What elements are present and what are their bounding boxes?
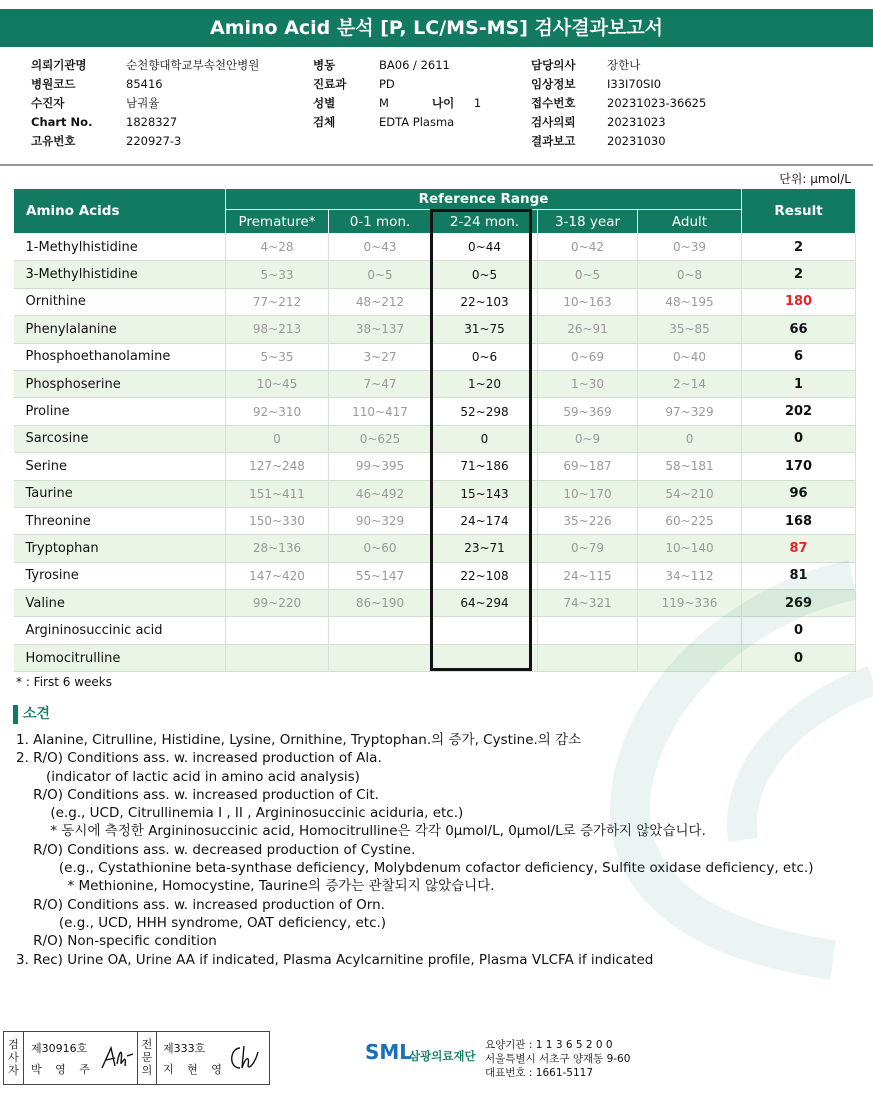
reference-range-cell: 10~140 (638, 535, 742, 562)
info-value: 85416 (126, 77, 163, 91)
reference-range-cell (226, 644, 329, 671)
info-label: 병원코드 (31, 77, 76, 91)
info-label: 결과보고 (531, 134, 576, 148)
reference-range-cell: 4~28 (226, 234, 329, 261)
finding-line: 1. Alanine, Citrulline, Histidine, Lysine, Ornithine, Tryptophan.의 증가, Cystine.의 감소 (16, 732, 582, 748)
info-row (531, 132, 706, 151)
info-value: 20231023 (607, 115, 666, 129)
info-value: 1828327 (126, 115, 178, 129)
reference-range-cell: 147~420 (226, 562, 329, 589)
amino-acid-name: Serine (14, 453, 226, 480)
info-label: 성별 (313, 96, 336, 110)
result-cell: 0 (742, 425, 856, 452)
info-row (531, 94, 706, 113)
table-row (14, 370, 856, 397)
amino-acid-name: Threonine (14, 507, 226, 534)
vertical-label: 전 문 의 (141, 1038, 153, 1077)
vertical-label: 검 사 자 (8, 1038, 19, 1077)
reference-range-cell: 54~210 (638, 480, 742, 507)
finding-line: * Methionine, Homocystine, Taurine의 증가는 관찰되지 않았습니다. (16, 878, 495, 895)
info-row (531, 56, 706, 75)
amino-acid-name: Phosphoserine (14, 370, 226, 397)
info-label: 의뢰기관명 (31, 58, 87, 72)
info-label: 진료과 (313, 77, 347, 91)
age-label: 나이 (432, 96, 455, 110)
amino-acid-name: Homocitrulline (14, 644, 226, 671)
reference-range-cell: 0~5 (538, 261, 638, 288)
reference-range-cell: 92~310 (226, 398, 329, 425)
reference-range-cell: 10~45 (226, 370, 329, 397)
info-column-3 (531, 56, 706, 151)
reference-range-cell (432, 644, 538, 671)
reference-range-cell (329, 617, 432, 644)
reference-range-cell: 5~35 (226, 343, 329, 370)
finding-line: R/O) Conditions ass. w. decreased production of Cystine. (16, 841, 416, 858)
reference-range-cell: 55~147 (329, 562, 432, 589)
reference-range-cell: 52~298 (432, 398, 538, 425)
reference-range-cell: 0~9 (538, 425, 638, 452)
reference-range-cell: 86~190 (329, 590, 432, 617)
reference-range-cell: 119~336 (638, 590, 742, 617)
info-row (31, 94, 259, 113)
reference-range-cell (329, 644, 432, 671)
reference-range-cell: 35~226 (538, 507, 638, 534)
reference-range-cell: 0~6 (432, 343, 538, 370)
reference-range-cell: 69~187 (538, 453, 638, 480)
table-row (14, 261, 856, 288)
result-cell: 269 (742, 590, 856, 617)
reference-range-cell: 0~40 (638, 343, 742, 370)
info-value: 20231023-36625 (607, 96, 707, 110)
info-row (31, 113, 259, 132)
info-row (313, 113, 454, 132)
reference-range-cell (226, 617, 329, 644)
finding-line: 2. R/O) Conditions ass. w. increased production of Ala. (16, 750, 382, 767)
finding-line: (e.g., UCD, HHH syndrome, OAT deficiency, etc.) (16, 914, 387, 931)
finding-line: * 동시에 측정한 Argininosuccinic acid, Homocitrulline은 각각 0μmol/L, 0μmol/L로 증가하지 않았습니다. (16, 823, 706, 840)
table-row (14, 288, 856, 315)
info-row (531, 75, 706, 94)
info-value: I33I70SI0 (607, 77, 662, 91)
result-cell: 66 (742, 316, 856, 343)
reference-range-cell: 22~103 (432, 288, 538, 315)
result-cell: 96 (742, 480, 856, 507)
reference-range-cell: 0~44 (432, 234, 538, 261)
info-row (313, 75, 454, 94)
result-cell: 6 (742, 343, 856, 370)
reference-range-cell: 46~492 (329, 480, 432, 507)
logo-mark: SML (365, 1040, 413, 1064)
reference-range-cell: 38~137 (329, 316, 432, 343)
result-cell: 81 (742, 562, 856, 589)
info-value: 남궈율 (126, 96, 160, 110)
reference-range-cell: 0~69 (538, 343, 638, 370)
reference-range-cell: 0 (638, 425, 742, 452)
table-row (14, 453, 856, 480)
finding-line: R/O) Conditions ass. w. increased production of Orn. (16, 896, 385, 913)
info-label: 임상정보 (531, 77, 576, 91)
reference-range-cell: 151~411 (226, 480, 329, 507)
info-column-1 (31, 56, 259, 151)
amino-acid-name: Tryptophan (14, 535, 226, 562)
result-cell: 0 (742, 617, 856, 644)
subheader-2: 2-24 mon. (432, 210, 538, 234)
reference-range-cell (432, 617, 538, 644)
logo-name: 삼광의료재단 (409, 1049, 476, 1063)
result-cell: 2 (742, 234, 856, 261)
info-value: 20231030 (607, 134, 666, 148)
finding-line: 3. Rec) Urine OA, Urine AA if indicated, Plasma Acylcarnitine profile, Plasma VLCFA if indicated (16, 951, 654, 968)
result-cell: 87 (742, 535, 856, 562)
reference-range-cell: 58~181 (638, 453, 742, 480)
result-cell: 168 (742, 507, 856, 534)
org-code: 요양기관 : 1 1 3 6 5 2 0 0 (485, 1039, 613, 1051)
table-row (14, 480, 856, 507)
table-row (14, 507, 856, 534)
age-field (432, 94, 481, 113)
reference-range-cell: 7~47 (329, 370, 432, 397)
subheader-3: 3-18 year (538, 210, 638, 234)
info-row (31, 132, 259, 151)
organization-info (485, 1038, 630, 1080)
reference-range-cell: 97~329 (638, 398, 742, 425)
info-row (31, 75, 259, 94)
reference-range-cell: 0~60 (329, 535, 432, 562)
watermark-logo (573, 560, 873, 980)
reference-range-cell: 59~369 (538, 398, 638, 425)
amino-acid-name: Taurine (14, 480, 226, 507)
reference-range-cell: 77~212 (226, 288, 329, 315)
table-row (14, 398, 856, 425)
info-label: 검사의뢰 (531, 115, 576, 129)
info-label: 고유번호 (31, 134, 76, 148)
reference-range-cell: 10~170 (538, 480, 638, 507)
reference-range-cell: 0~625 (329, 425, 432, 452)
reference-range-cell: 0~39 (638, 234, 742, 261)
header-result: Result (742, 189, 856, 234)
reference-range-cell: 71~186 (432, 453, 538, 480)
info-label: 검체 (313, 115, 336, 129)
result-cell: 180 (742, 288, 856, 315)
reference-range-cell: 0~79 (538, 535, 638, 562)
reference-range-cell: 28~136 (226, 535, 329, 562)
reference-range-cell: 48~195 (638, 288, 742, 315)
result-cell: 170 (742, 453, 856, 480)
reference-range-cell: 0 (432, 425, 538, 452)
subheader-1: 0-1 mon. (329, 210, 432, 234)
org-phone: 대표번호 : 1661-5117 (485, 1067, 594, 1079)
info-value: 순천향대학교부속천안병원 (126, 58, 260, 72)
amino-acid-name: Argininosuccinic acid (14, 617, 226, 644)
finding-line: R/O) Non-specific condition (16, 933, 217, 950)
reference-range-cell: 0~43 (329, 234, 432, 261)
info-row (531, 113, 706, 132)
footnote: * : First 6 weeks (16, 675, 112, 689)
report-title: Amino Acid 분석 [P, LC/MS-MS] 검사결과보고서 (0, 9, 873, 47)
reference-range-cell: 1~30 (538, 370, 638, 397)
stamp-name-1: 박 영 주 (31, 1063, 95, 1076)
age-value: 1 (473, 96, 482, 110)
amino-acid-name: Ornithine (14, 288, 226, 315)
reference-range-cell: 98~213 (226, 316, 329, 343)
unit-label: 단위: μmol/L (779, 172, 851, 186)
stamp-number-1: 제30916호 (31, 1042, 88, 1055)
reference-range-cell: 0~5 (329, 261, 432, 288)
reference-range-cell: 0 (226, 425, 329, 452)
header-divider (0, 164, 873, 166)
info-value: BA06 / 2611 (379, 58, 450, 72)
amino-acid-name: 3-Methylhistidine (14, 261, 226, 288)
reference-range-cell: 0~5 (432, 261, 538, 288)
result-cell: 0 (742, 644, 856, 671)
reference-range-cell: 0~8 (638, 261, 742, 288)
stamp-label-tester (4, 1032, 24, 1084)
reference-range-cell: 127~248 (226, 453, 329, 480)
amino-acid-name: Proline (14, 398, 226, 425)
info-row (313, 56, 454, 75)
org-address: 서울특별시 서초구 양재동 9-60 (485, 1053, 631, 1065)
info-value: EDTA Plasma (379, 115, 455, 129)
finding-line: (indicator of lactic acid in amino acid analysis) (16, 768, 360, 785)
info-label: 담당의사 (531, 58, 576, 72)
reference-range-cell: 35~85 (638, 316, 742, 343)
header-amino-acids: Amino Acids (14, 189, 226, 234)
info-label: 수진자 (31, 96, 65, 110)
table-row (14, 316, 856, 343)
header-reference-range: Reference Range (226, 189, 742, 210)
reference-range-cell: 15~143 (432, 480, 538, 507)
amino-acid-name: Sarcosine (14, 425, 226, 452)
info-value: PD (379, 77, 395, 91)
info-value: 장한나 (607, 58, 641, 72)
info-value: 220927-3 (126, 134, 182, 148)
reference-range-cell: 5~33 (226, 261, 329, 288)
amino-acid-name: Tyrosine (14, 562, 226, 589)
reference-range-cell: 64~294 (432, 590, 538, 617)
info-label: Chart No. (31, 115, 93, 129)
amino-acid-name: Valine (14, 590, 226, 617)
stamp-name-2: 지 현 영 (163, 1063, 227, 1076)
section-marker (13, 705, 18, 724)
stamp-number-2: 제333호 (163, 1042, 206, 1055)
signature-2 (226, 1042, 262, 1074)
table-row (14, 234, 856, 261)
reference-range-cell: 2~14 (638, 370, 742, 397)
reference-range-cell: 34~112 (638, 562, 742, 589)
info-row (31, 56, 259, 75)
amino-acid-name: Phosphoethanolamine (14, 343, 226, 370)
result-cell: 1 (742, 370, 856, 397)
reference-range-cell: 22~108 (432, 562, 538, 589)
amino-acid-name: Phenylalanine (14, 316, 226, 343)
finding-line: R/O) Conditions ass. w. increased production of Cit. (16, 786, 379, 803)
reference-range-cell: 26~91 (538, 316, 638, 343)
reference-range-cell: 99~395 (329, 453, 432, 480)
stamp-label-specialist (137, 1032, 157, 1084)
table-row (14, 343, 856, 370)
reference-range-cell: 110~417 (329, 398, 432, 425)
finding-line: (e.g., UCD, Citrullinemia I , II , Argininosuccinic aciduria, etc.) (16, 805, 464, 822)
reference-range-cell: 23~71 (432, 535, 538, 562)
findings-title: 소견 (23, 706, 51, 722)
subheader-0: Premature* (226, 210, 329, 234)
signature-stamp-box (3, 1031, 270, 1085)
table-row (14, 425, 856, 452)
reference-range-cell: 31~75 (432, 316, 538, 343)
info-label: 접수번호 (531, 96, 576, 110)
reference-range-cell: 0~42 (538, 234, 638, 261)
subheader-4: Adult (638, 210, 742, 234)
reference-range-cell: 74~321 (538, 590, 638, 617)
info-label: 병동 (313, 58, 336, 72)
reference-range-cell: 48~212 (329, 288, 432, 315)
reference-range-cell: 60~225 (638, 507, 742, 534)
reference-range-cell: 24~174 (432, 507, 538, 534)
result-cell: 2 (742, 261, 856, 288)
reference-range-cell: 99~220 (226, 590, 329, 617)
amino-acid-name: 1-Methylhistidine (14, 234, 226, 261)
reference-range-cell: 10~163 (538, 288, 638, 315)
reference-range-cell: 3~27 (329, 343, 432, 370)
reference-range-cell: 90~329 (329, 507, 432, 534)
result-cell: 202 (742, 398, 856, 425)
info-value: M (379, 96, 389, 110)
finding-line: (e.g., Cystathionine beta-synthase deficiency, Molybdenum cofactor deficiency, Sulfite oxidase deficiency, etc.) (16, 860, 814, 877)
reference-range-cell: 150~330 (226, 507, 329, 534)
reference-range-cell: 1~20 (432, 370, 538, 397)
signature-1 (99, 1042, 135, 1074)
reference-range-cell: 24~115 (538, 562, 638, 589)
table-row (14, 535, 856, 562)
